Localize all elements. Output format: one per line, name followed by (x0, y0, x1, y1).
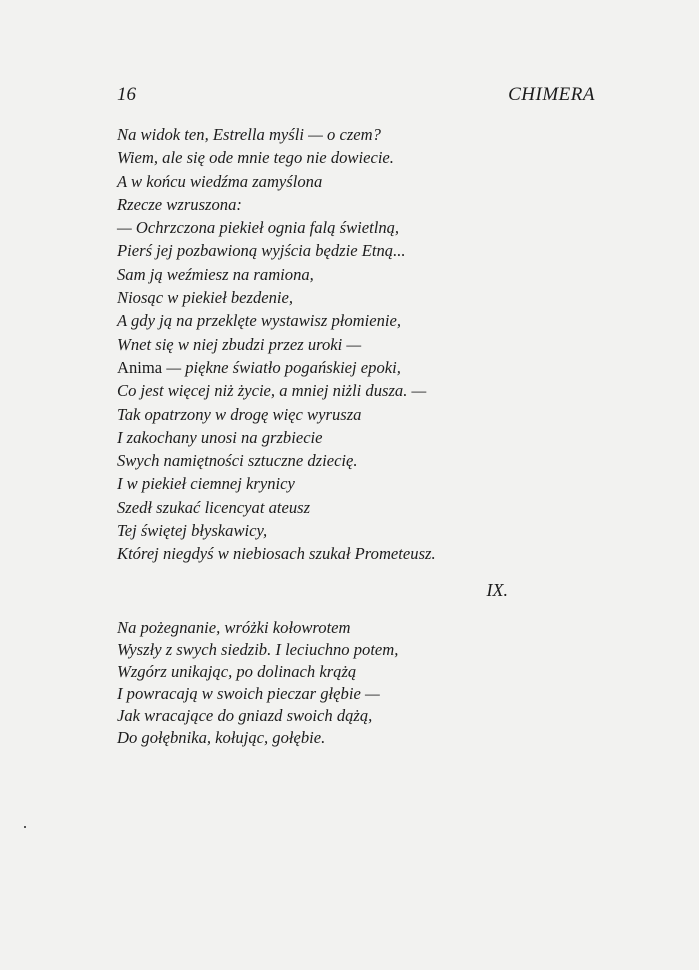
verse-line: I powracają w swoich pieczar głębie — (117, 684, 380, 703)
verse-line: I zakochany unosi na grzbiecie (117, 427, 323, 447)
section-number: IX. (486, 580, 508, 600)
verse-line: Pierś jej pozbawioną wyjścia będzie Etną... (117, 241, 406, 261)
poem-stanza-2 (117, 617, 398, 749)
verse-word-anima: Anima (117, 357, 163, 377)
verse-line: Na pożegnanie, wróżki kołowrotem (117, 618, 351, 637)
verse-line: A w końcu wiedźma zamyślona (117, 171, 323, 191)
verse-line: Wiem, ale się ode mnie tego nie dowiecie. (117, 148, 394, 168)
verse-line: Rzecze wzruszona: (117, 194, 242, 214)
verse-line-rest: — piękne światło pogańskiej epoki, (162, 357, 401, 377)
verse-line: Co jest więcej niż życie, a mniej niżli dusza. — (117, 381, 427, 401)
verse-line: Wyszły z swych siedzib. I leciuchno potem, (117, 640, 399, 659)
verse-line: Tej świętej błyskawicy, (117, 521, 268, 541)
verse-line: Swych namiętności sztuczne dziecię. (117, 451, 358, 471)
verse-line: Której niegdyś w niebiosach szukał Prometeusz. (117, 544, 436, 564)
verse-line: Do gołębnika, kołując, gołębie. (117, 728, 326, 747)
verse-line: — Ochrzczona piekieł ognia falą świetlną, (117, 218, 400, 238)
running-title: CHIMERA (508, 84, 595, 105)
verse-line: Na widok ten, Estrella myśli — o czem? (117, 125, 381, 144)
verse-line: Niosąc w piekieł bezdenie, (117, 288, 294, 308)
scan-speck (24, 826, 26, 828)
poem-stanza-1 (117, 123, 436, 566)
verse-line: Jak wracające do gniazd swoich dążą, (117, 706, 373, 725)
verse-line: Sam ją weźmiesz na ramiona, (117, 264, 314, 284)
verse-line: Szedł szukać licencyat ateusz (117, 497, 311, 517)
verse-line: Wnet się w niej zbudzi przez uroki — (117, 334, 362, 354)
verse-line: A gdy ją na przeklęte wystawisz płomienie, (117, 311, 402, 331)
verse-line (117, 356, 436, 379)
verse-line: Tak opatrzony w drogę więc wyrusza (117, 404, 362, 424)
verse-line: I w piekieł ciemnej krynicy (117, 474, 295, 494)
verse-line: Wzgórz unikając, po dolinach krążą (117, 662, 357, 681)
page-number: 16 (117, 84, 136, 105)
